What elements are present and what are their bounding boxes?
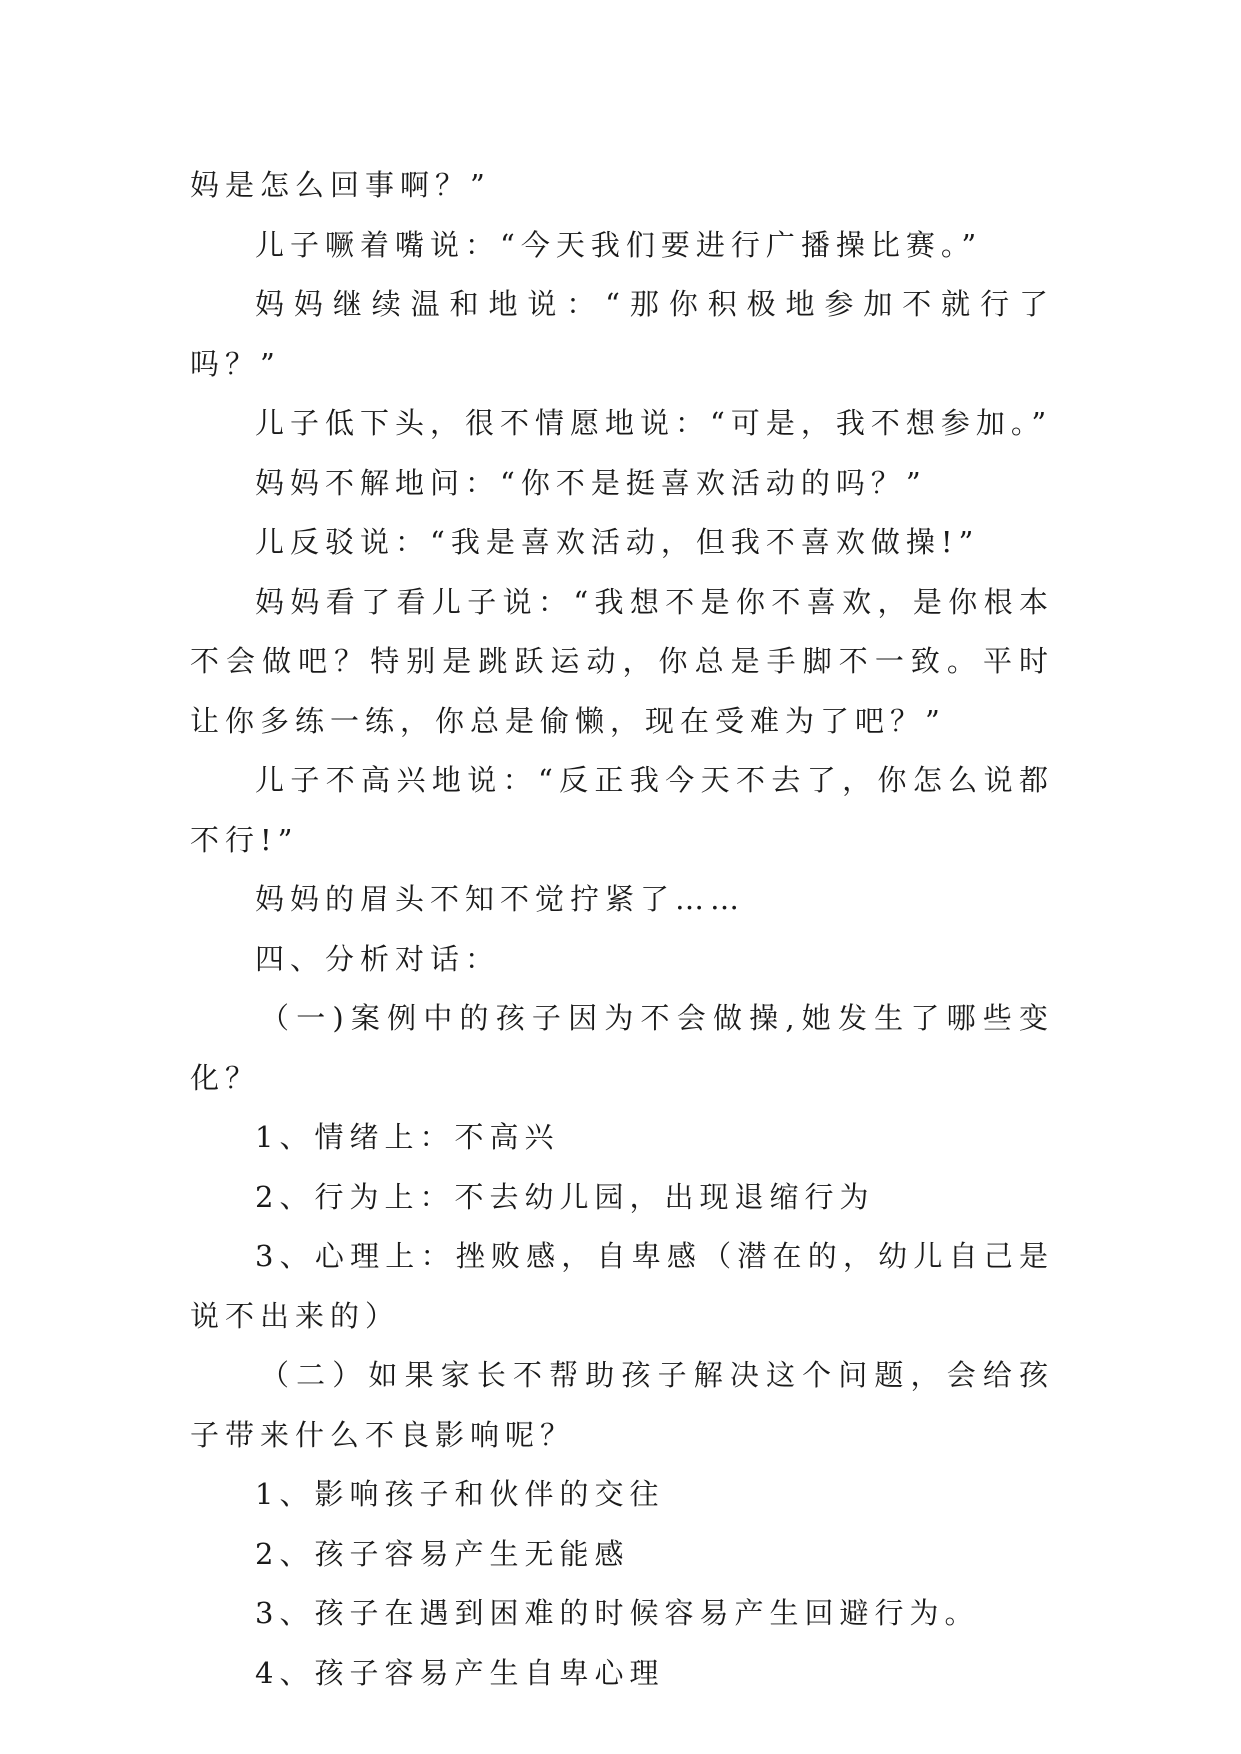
paragraph-son-retort: 儿反驳说：“我是喜欢活动，但我不喜欢做操!” (255, 525, 980, 559)
paragraph-mom-gentle: 妈妈继续温和地说：“那你积极地参加不就行了吗？” (190, 287, 1054, 381)
list-item: 1、影响孩子和伙伴的交往 (255, 1477, 665, 1511)
question-one: （一)案例中的孩子因为不会做操,她发生了哪些变化？ (190, 1001, 1054, 1095)
paragraph-dialogue-end: 妈是怎么回事啊？” (190, 168, 491, 202)
list-item: 3、孩子在遇到困难的时候容易产生回避行为。 (255, 1596, 980, 1630)
paragraph-mom-frown: 妈妈的眉头不知不觉拧紧了…… (255, 882, 746, 916)
list-item: 2、行为上：不去幼儿园，出现退缩行为 (255, 1179, 875, 1214)
list-item: 4、孩子容易产生自卑心理 (255, 1655, 665, 1690)
question-two: （二）如果家长不帮助孩子解决这个问题，会给孩子带来什么不良影响呢？ (190, 1358, 1054, 1452)
paragraph-son-refuses: 儿子不高兴地说：“反正我今天不去了，你怎么说都不行!” (190, 763, 1054, 857)
document-body (190, 156, 1054, 1703)
list-item: 1、情绪上：不高兴 (255, 1120, 560, 1154)
list-item: 2、孩子容易产生无能感 (255, 1536, 630, 1571)
list-item: 3、心理上：挫败感，自卑感（潜在的，幼儿自己是说不出来的） (190, 1239, 1054, 1333)
paragraph-son-unwilling: 儿子低下头，很不情愿地说：“可是，我不想参加。” (255, 406, 1053, 440)
section-heading-analysis: 四、分析对话： (255, 941, 501, 976)
paragraph-mom-observes: 妈妈看了看儿子说：“我想不是你不喜欢，是你根本不会做吧？特别是跳跃运动，你总是手脚不一致。平时让你多练一练，你总是偷懒，现在受难为了吧？” (190, 584, 1054, 738)
paragraph-son-pout: 儿子噘着嘴说：“今天我们要进行广播操比赛。” (255, 227, 983, 262)
paragraph-mom-puzzled: 妈妈不解地问：“你不是挺喜欢活动的吗？” (255, 465, 927, 500)
